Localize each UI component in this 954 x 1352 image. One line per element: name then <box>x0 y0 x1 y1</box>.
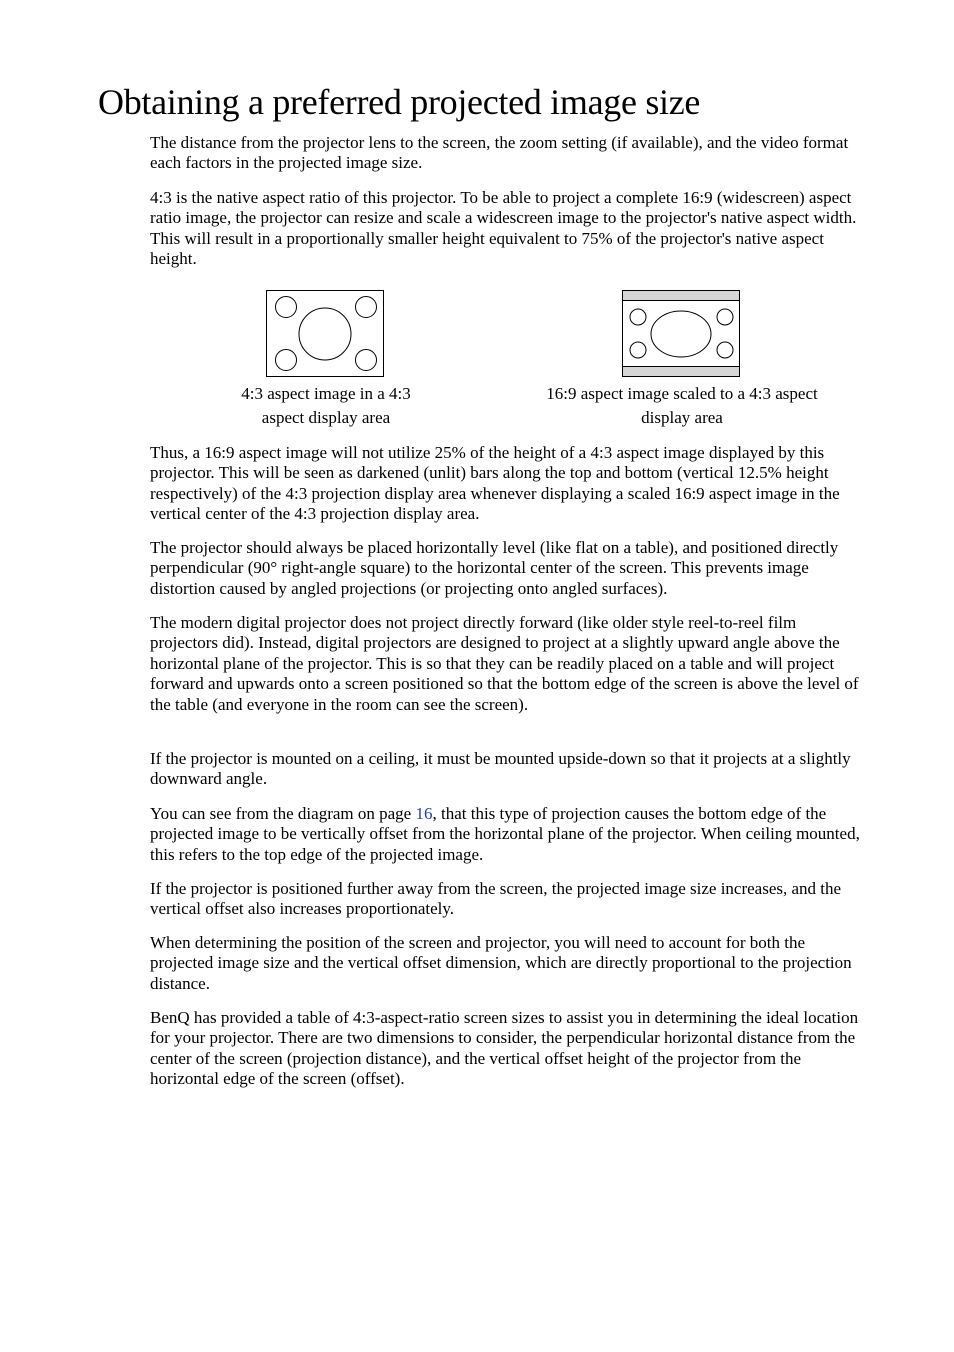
caption-line: display area <box>641 408 723 427</box>
paragraph-distance-offset: If the projector is positioned further away from the screen, the projected image size increases, and the vertical offset also increases proportionately. <box>150 879 842 919</box>
figure-caption-16-9 <box>522 382 842 430</box>
paragraph-distance-factors: The distance from the projector lens to the screen, the zoom setting (if available), and the video format each factors in the projected image size. <box>150 133 849 173</box>
text-segment: , that this type of projection causes the bottom edge of the projected image to be vertically offset from the horizontal plane of the projector. When ceiling mounted, this refers to the top edge of the projected image. <box>150 804 860 864</box>
diagram-4-3-display-icon <box>266 290 386 378</box>
paragraph-unused-height: Thus, a 16:9 aspect image will not utilize 25% of the height of a 4:3 aspect image displayed by this projector. This will be seen as darkened (unlit) bars along the top and bottom (vertical 12.5% height respectively) of the 4:3 projection display area whenever displaying a scaled 16:9 aspect image in the vertical center of the 4:3 projection display area. <box>150 443 840 524</box>
caption-line: 4:3 aspect image in a 4:3 <box>241 384 411 403</box>
paragraph-benq-table: BenQ has provided a table of 4:3-aspect-ratio screen sizes to assist you in determining the ideal location for your projector. There are two dimensions to consider, the perpendicular horizontal distance from the center of the screen (projection distance), and the vertical offset height of the projector from the horizontal edge of the screen (offset). <box>150 1008 859 1089</box>
figure-4-3-image <box>222 290 430 430</box>
text-segment: You can see from the diagram on page <box>150 804 416 823</box>
paragraph-level-placement: The projector should always be placed horizontally level (like flat on a table), and positioned directly perpendicular (90° right-angle square) to the horizontal center of the screen. This prevents image distortion caused by angled projections (or projecting onto angled surfaces). <box>150 538 839 598</box>
page-link[interactable]: 16 <box>415 804 433 823</box>
figure-16-9-image <box>522 290 842 430</box>
caption-line: aspect display area <box>261 408 391 427</box>
diagram-16-9-display-icon <box>622 290 742 378</box>
paragraph-diagram-reference <box>150 804 862 865</box>
page-title: Obtaining a preferred projected image size <box>98 82 701 122</box>
figure-caption-4-3 <box>222 382 430 430</box>
paragraph-upward-angle: The modern digital projector does not project directly forward (like older style reel-to-reel film projectors did). Instead, digital projectors are designed to project at a slightly upward angle above the horizontal plane of the projector. This is so that they can be readily placed on a table and will project forward and upwards onto a screen positioned so that the bottom edge of the screen is above the level of the table (and everyone in the room can see the screen). <box>150 613 859 714</box>
paragraph-screen-position: When determining the position of the screen and projector, you will need to account for both the projected image size and the vertical offset dimension, which are directly proportional to the projection distance. <box>150 933 852 993</box>
top-unlit-bar <box>623 291 739 301</box>
bottom-unlit-bar <box>623 367 739 377</box>
paragraph-ceiling-mount: If the projector is mounted on a ceiling, it must be mounted upside-down so that it projects at a slightly downward angle. <box>150 749 851 789</box>
caption-line: 16:9 aspect image scaled to a 4:3 aspect <box>546 384 818 403</box>
paragraph-native-aspect: 4:3 is the native aspect ratio of this projector. To be able to project a complete 16:9 (widescreen) aspect ratio image, the projector can resize and scale a widescreen image to the projector's native aspect width. This will result in a proportionally smaller height equivalent to 75% of the projector's native aspect height. <box>150 188 857 269</box>
